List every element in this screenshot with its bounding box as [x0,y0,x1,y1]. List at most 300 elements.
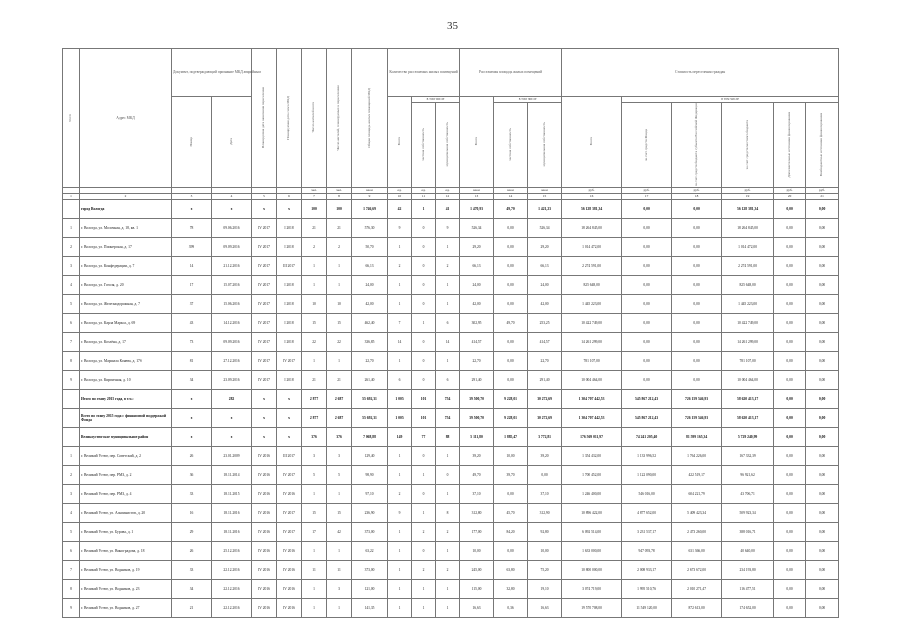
table-cell: 24,00 [528,276,562,295]
table-cell: 8 [63,580,80,599]
header-cost-total: Всего [562,97,622,188]
header-cost-local: за счет средств местного бюджета [722,103,774,188]
unit-cell: руб. [672,188,722,194]
table-row [63,580,839,599]
table-cell: IV 2016 [252,447,277,466]
table-cell: 0 [412,257,436,276]
table-cell: IV 2017 [277,352,302,371]
table-cell: 0,36 [494,599,528,618]
table-cell: 414,57 [528,333,562,352]
table-cell: 42,00 [460,295,494,314]
table-cell: 33 [172,485,212,504]
address-cell: г. Вологда, ул. Гоголя, д. 20 [80,276,172,295]
header-cost-sub: в том числе [622,97,839,103]
address-cell: г. Великий Устюг, пер. РМЗ, д. 4 [80,485,172,504]
table-cell: 9 [388,504,412,523]
table-cell: IV 2016 [277,485,302,504]
table-cell: 312,80 [460,504,494,523]
table-cell: 0,00 [528,466,562,485]
resettlement-table [62,48,839,618]
table-cell: 5 409 423,34 [672,504,722,523]
table-cell: 22.12.2016 [212,580,252,599]
address-cell: г. Вологда, ул. Кирпичная, д. 10 [80,371,172,390]
table-cell: IV 2016 [277,599,302,618]
header-area-total: Всего [460,97,494,188]
unit-cell: руб. [806,188,839,194]
table-cell: 1 [327,599,352,618]
column-number: 7 [302,194,327,200]
table-cell: 42,00 [528,295,562,314]
table-cell: 1 [412,314,436,333]
table-cell: 0,00 [774,352,806,371]
column-number: 9 [352,194,388,200]
table-cell: 1 [388,542,412,561]
table-cell: 376 [327,428,352,447]
table-cell: 0,00 [622,314,672,333]
table-cell: 37,10 [528,485,562,504]
table-cell: x [172,428,212,447]
table-cell: 0,00 [806,390,839,409]
table-cell: IV 2017 [252,238,277,257]
table-cell: 3 [63,485,80,504]
table-cell: 631 366,00 [672,542,722,561]
table-cell: 21 [327,371,352,390]
table-cell: 1 [327,257,352,276]
table-cell: 302,95 [460,314,494,333]
table-row [63,485,839,504]
table-cell: 10 800 000,00 [562,561,622,580]
table-cell: III 2017 [277,257,302,276]
table-cell: 0,00 [672,238,722,257]
table-cell: 388 016,71 [722,523,774,542]
table-cell: 253,25 [528,314,562,333]
table-cell: 18.11.2016 [212,523,252,542]
column-number: 17 [622,194,672,200]
table-cell: 10 [302,295,327,314]
table-cell: 1 [388,238,412,257]
table-cell: 0,00 [806,504,839,523]
column-number: 16 [562,194,622,200]
table-cell: 1 885,47 [494,428,528,447]
table-cell: 3 [327,580,352,599]
column-number: 5 [252,194,277,200]
table-row [63,295,839,314]
table-cell: 0 [412,352,436,371]
table-cell: 5 111,80 [460,428,494,447]
table-cell: 1 [302,485,327,504]
table-cell: 0,00 [806,219,839,238]
table-cell: IV 2016 [252,504,277,523]
table-cell: 63,22 [352,542,388,561]
table-cell: 16,63 [528,599,562,618]
table-cell: 30 272,69 [528,409,562,428]
table-cell: 0 [412,542,436,561]
table-cell: 7 [63,561,80,580]
table-cell: IV 2017 [277,466,302,485]
table-summary-row [63,428,839,447]
table-cell: 9 [63,599,80,618]
table-cell: 545 867 212,43 [622,409,672,428]
table-cell: 5 [63,523,80,542]
table-cell: 4 877 652,00 [622,504,672,523]
table-cell: 98,90 [352,466,388,485]
table-cell: 2 [436,257,460,276]
table-cell: 14.12.2016 [212,314,252,333]
header-cost-extra2: Внебюджетные источники финансирования [806,103,839,188]
table-cell: 1 354 432,00 [562,447,622,466]
address-cell: г. Великий Устюг, ул. Альпинистов, д. 20 [80,504,172,523]
table-cell: 0,00 [774,295,806,314]
table-cell: 10 422 749,00 [722,314,774,333]
table-cell: 726 159 546,93 [672,409,722,428]
address-cell: г. Великий Устюг, пер. Советский, д. 2 [80,447,172,466]
unit-cell: кв.м [352,188,388,194]
table-cell: x [172,200,212,219]
table-cell: 1 421,23 [528,200,562,219]
table-cell: 2 274 591,00 [562,257,622,276]
table-cell: 49,70 [460,466,494,485]
table-cell: 0,00 [774,504,806,523]
table-cell: 526,34 [528,219,562,238]
table-cell: 0 [412,485,436,504]
table-row [63,314,839,333]
table-cell: 9 228,01 [494,390,528,409]
table-cell: 0,00 [494,276,528,295]
table-cell: 1 005 [388,409,412,428]
column-number: 6 [277,194,302,200]
table-cell: 1 [388,599,412,618]
table-cell: 43 [172,314,212,333]
unit-cell: ед. [388,188,412,194]
table-cell: 92,80 [528,523,562,542]
table-cell: 7 068,88 [352,428,388,447]
table-cell: I 2018 [277,333,302,352]
table-cell: 1 [63,219,80,238]
table-cell: 10 [327,295,352,314]
table-cell: 09.09.2016 [212,333,252,352]
table-cell: 0,00 [622,333,672,352]
header-area-group: Расселяемая площадь жилых помещений [460,49,562,97]
table-cell: IV 2017 [252,333,277,352]
table-cell: 29,20 [460,238,494,257]
table-cell: 56 128 381,34 [562,200,622,219]
table-cell: 336,85 [352,333,388,352]
table-cell: I 2018 [277,238,302,257]
table-cell: 23.09.2016 [212,371,252,390]
table-cell: 23.01.2009 [212,447,252,466]
header-rooms-group: Количество расселяемых жилых помещений [388,49,460,97]
table-cell: 2 [63,238,80,257]
table-cell: 1 470,93 [460,200,494,219]
table-cell: 0,00 [806,257,839,276]
table-row [63,523,839,542]
table-cell: 2 [388,257,412,276]
table-cell: 58 620 413,17 [722,409,774,428]
table-cell: 9 [388,219,412,238]
table-cell: 11 549 120,00 [622,599,672,618]
table-cell: 63,80 [494,561,528,580]
table-cell: 1 [436,276,460,295]
table-cell: 0,00 [774,561,806,580]
table-cell: 0,00 [774,447,806,466]
table-cell: 141,35 [352,599,388,618]
table-cell: 39 500,70 [460,409,494,428]
table-row [63,257,839,276]
table-cell: 0,00 [774,485,806,504]
table-cell: 312,90 [528,504,562,523]
table-cell: 14 261 299,00 [562,333,622,352]
table-cell: 73 [172,333,212,352]
table-cell: 1 014 472,00 [722,238,774,257]
table-cell: 3 [327,447,352,466]
table-cell: 21.12.2016 [212,257,252,276]
table-cell: 41 [436,200,460,219]
table-cell: x [252,390,277,409]
table-cell: 1 [327,352,352,371]
table-row [63,238,839,257]
table-cell: 101 [412,390,436,409]
table-cell: 15 [327,504,352,523]
header-total-area: Общая площадь жилых помещений МКД [352,49,388,188]
table-cell: IV 2016 [252,542,277,561]
table-cell: 0,00 [806,580,839,599]
table-cell: 149 [388,428,412,447]
column-number: 4 [212,194,252,200]
column-number: 3 [172,194,212,200]
header-cost-group: Стоимость переселения граждан [562,49,839,97]
table-cell: 5 [302,466,327,485]
table-cell: 1 445 223,00 [562,295,622,314]
table-cell: 0 [412,295,436,314]
table-cell: x [172,390,212,409]
table-cell: 15 [302,314,327,333]
header-cost-region: за счет средств бюджета субъекта Российской Федерации [672,103,722,188]
table-cell: IV 2016 [252,523,277,542]
table-cell: 1 005 [388,390,412,409]
header-rooms-total: Всего [388,97,412,188]
address-cell: г. Великий Устюг, ул. Виноградова, д. 18 [80,542,172,561]
table-cell: 947 093,78 [622,542,672,561]
column-number: 20 [774,194,806,200]
table-cell: 6 092 514,00 [562,523,622,542]
table-row [63,504,839,523]
header-doc-number: Номер [172,97,212,188]
table-cell: IV 2016 [277,561,302,580]
table-cell: 0,00 [494,485,528,504]
table-cell: 19,10 [528,580,562,599]
table-cell: 0,00 [774,238,806,257]
table-cell: IV 2017 [252,276,277,295]
table-cell: IV 2017 [252,219,277,238]
table-cell: 40 640,00 [722,542,774,561]
table-cell: 1 122 090,00 [622,466,672,485]
table-cell: IV 2016 [252,485,277,504]
table-cell: 545 867 212,43 [622,390,672,409]
table-cell: 0 [412,447,436,466]
table-cell: 291,40 [528,371,562,390]
table-cell: 576,30 [352,219,388,238]
table-cell: 2 [63,466,80,485]
table-cell: 0,00 [806,409,839,428]
table-summary-row [63,390,839,409]
table-cell: 27.12.2016 [212,352,252,371]
table-cell: 121,00 [352,580,388,599]
table-cell: 1 246 400,00 [562,485,622,504]
table-cell: 55 692,31 [352,390,388,409]
table-cell: 1 [388,276,412,295]
table-cell: 176 569 011,97 [562,428,622,447]
table-cell: 0,00 [774,390,806,409]
table-cell: 18.11.2014 [212,466,252,485]
table-cell: 0,00 [806,276,839,295]
table-cell: 29,20 [528,238,562,257]
table-cell: 3 772,81 [528,428,562,447]
table-cell: 1 [327,542,352,561]
table-cell: 18 264 845,00 [722,219,774,238]
table-cell: 10,00 [528,542,562,561]
table-cell: 1 [412,504,436,523]
unit-cell: руб. [722,188,774,194]
table-cell: 50,70 [352,238,388,257]
table-cell: 77 [412,428,436,447]
table-cell: 0,00 [806,371,839,390]
table-cell: 1 014 472,00 [562,238,622,257]
table-cell: 1 [388,466,412,485]
table-cell: 0,00 [622,257,672,276]
table-cell: 0,00 [622,238,672,257]
table-cell: 6 [436,314,460,333]
table-cell: III 2017 [277,447,302,466]
table-cell: 1 [388,295,412,314]
table-cell: 0,00 [494,352,528,371]
table-cell: 1 304 707 442,53 [562,390,622,409]
table-cell: 0,00 [774,257,806,276]
table-cell: 872 613,00 [672,599,722,618]
address-cell: город Вологда [80,200,172,219]
table-cell: 282 [212,390,252,409]
table-cell: 1 304 707 442,53 [562,409,622,428]
table-cell: 0,00 [774,333,806,352]
table-cell: 1 [327,485,352,504]
table-cell: 4 [63,276,80,295]
column-number: 10 [388,194,412,200]
unit-cell: кв.м [528,188,562,194]
table-cell: 37 [172,295,212,314]
table-cell: 0,00 [806,599,839,618]
table-cell: 16 [172,504,212,523]
table-cell: 0 [412,276,436,295]
table-cell: 0,00 [774,371,806,390]
table-cell [63,390,80,409]
page-number: 35 [447,20,458,32]
table-cell: 462,40 [352,314,388,333]
table-cell: 18.11.2016 [212,504,252,523]
header-planned-end: Планируемая дата окончания переселения [252,49,277,188]
table-cell: 0,00 [774,314,806,333]
table-cell: 2 673 672,00 [672,561,722,580]
column-number: 8 [327,194,352,200]
table-cell: 0,00 [806,314,839,333]
table-cell: 18 264 845,00 [562,219,622,238]
table-cell: 11 [302,561,327,580]
table-cell: 509 923,34 [722,504,774,523]
table-cell: 39,20 [460,447,494,466]
table-cell: 0,00 [806,447,839,466]
table-cell: 0,00 [672,314,722,333]
column-number: 1 [63,194,80,200]
table-cell: 0,00 [672,352,722,371]
table-cell: 0,00 [806,542,839,561]
table-cell: 167 332,39 [722,447,774,466]
header-area-municipal: муниципальная собственность [528,103,562,188]
unit-cell: чел. [327,188,352,194]
table-cell: x [212,428,252,447]
table-cell: 30 272,69 [528,390,562,409]
table-cell: 0,00 [622,219,672,238]
header-cost-extra: Дополнительные источники финансирования [774,103,806,188]
column-number: 13 [460,194,494,200]
table-cell: 0 [412,371,436,390]
table-cell: x [212,200,252,219]
unit-cell: руб. [774,188,806,194]
table-cell: 1 [388,561,412,580]
table-cell: IV 2016 [252,466,277,485]
table-cell: 18.11.2015 [212,485,252,504]
table-cell: 0,00 [806,485,839,504]
table-cell: 0,00 [806,200,839,219]
table-cell: IV 2016 [277,542,302,561]
table-cell [63,409,80,428]
table-cell: 49,70 [494,200,528,219]
table-row [63,276,839,295]
table-cell: 14 [388,333,412,352]
table-row [63,599,839,618]
table-cell: 22.12.2016 [212,561,252,580]
table-cell: 0,00 [622,295,672,314]
address-cell: Всего по этапу 2015 года с финансовой поддержкой Фонда [80,409,172,428]
table-cell: 3 [63,257,80,276]
table-cell: 49,70 [494,314,528,333]
table-cell: 09.09.2016 [212,238,252,257]
header-doc-date: Дата [212,97,252,188]
table-cell: 10 896 422,00 [562,504,622,523]
table-cell: 101 [412,409,436,428]
table-cell: 10,00 [494,447,528,466]
table-cell: 0,00 [622,371,672,390]
address-cell: г. Вологда, ул. Конфедерации, д. 7 [80,257,172,276]
table-cell: 5 729 240,99 [722,428,774,447]
table-cell: 42 [388,200,412,219]
address-cell: г. Великий Устюг, ул. Бурова, д. 1 [80,523,172,542]
table-cell: 1 445 223,00 [722,295,774,314]
table-cell: 10,00 [460,542,494,561]
table-cell: 754 [436,390,460,409]
table-cell: 0,00 [494,371,528,390]
table-row [63,352,839,371]
address-cell: Великоустюгское муниципальное район [80,428,172,447]
table-cell: 21 [327,219,352,238]
table-cell: 1 [412,466,436,485]
table-cell: 15.06.2016 [212,295,252,314]
table-row [63,447,839,466]
table-cell: 7 [388,314,412,333]
table-cell: 78 [172,219,212,238]
table-cell: x [252,428,277,447]
table-cell: 373,00 [352,523,388,542]
header-residents: Число жителей всего [302,49,327,188]
table-cell: 88 [436,428,460,447]
table-cell: 236,90 [352,504,388,523]
